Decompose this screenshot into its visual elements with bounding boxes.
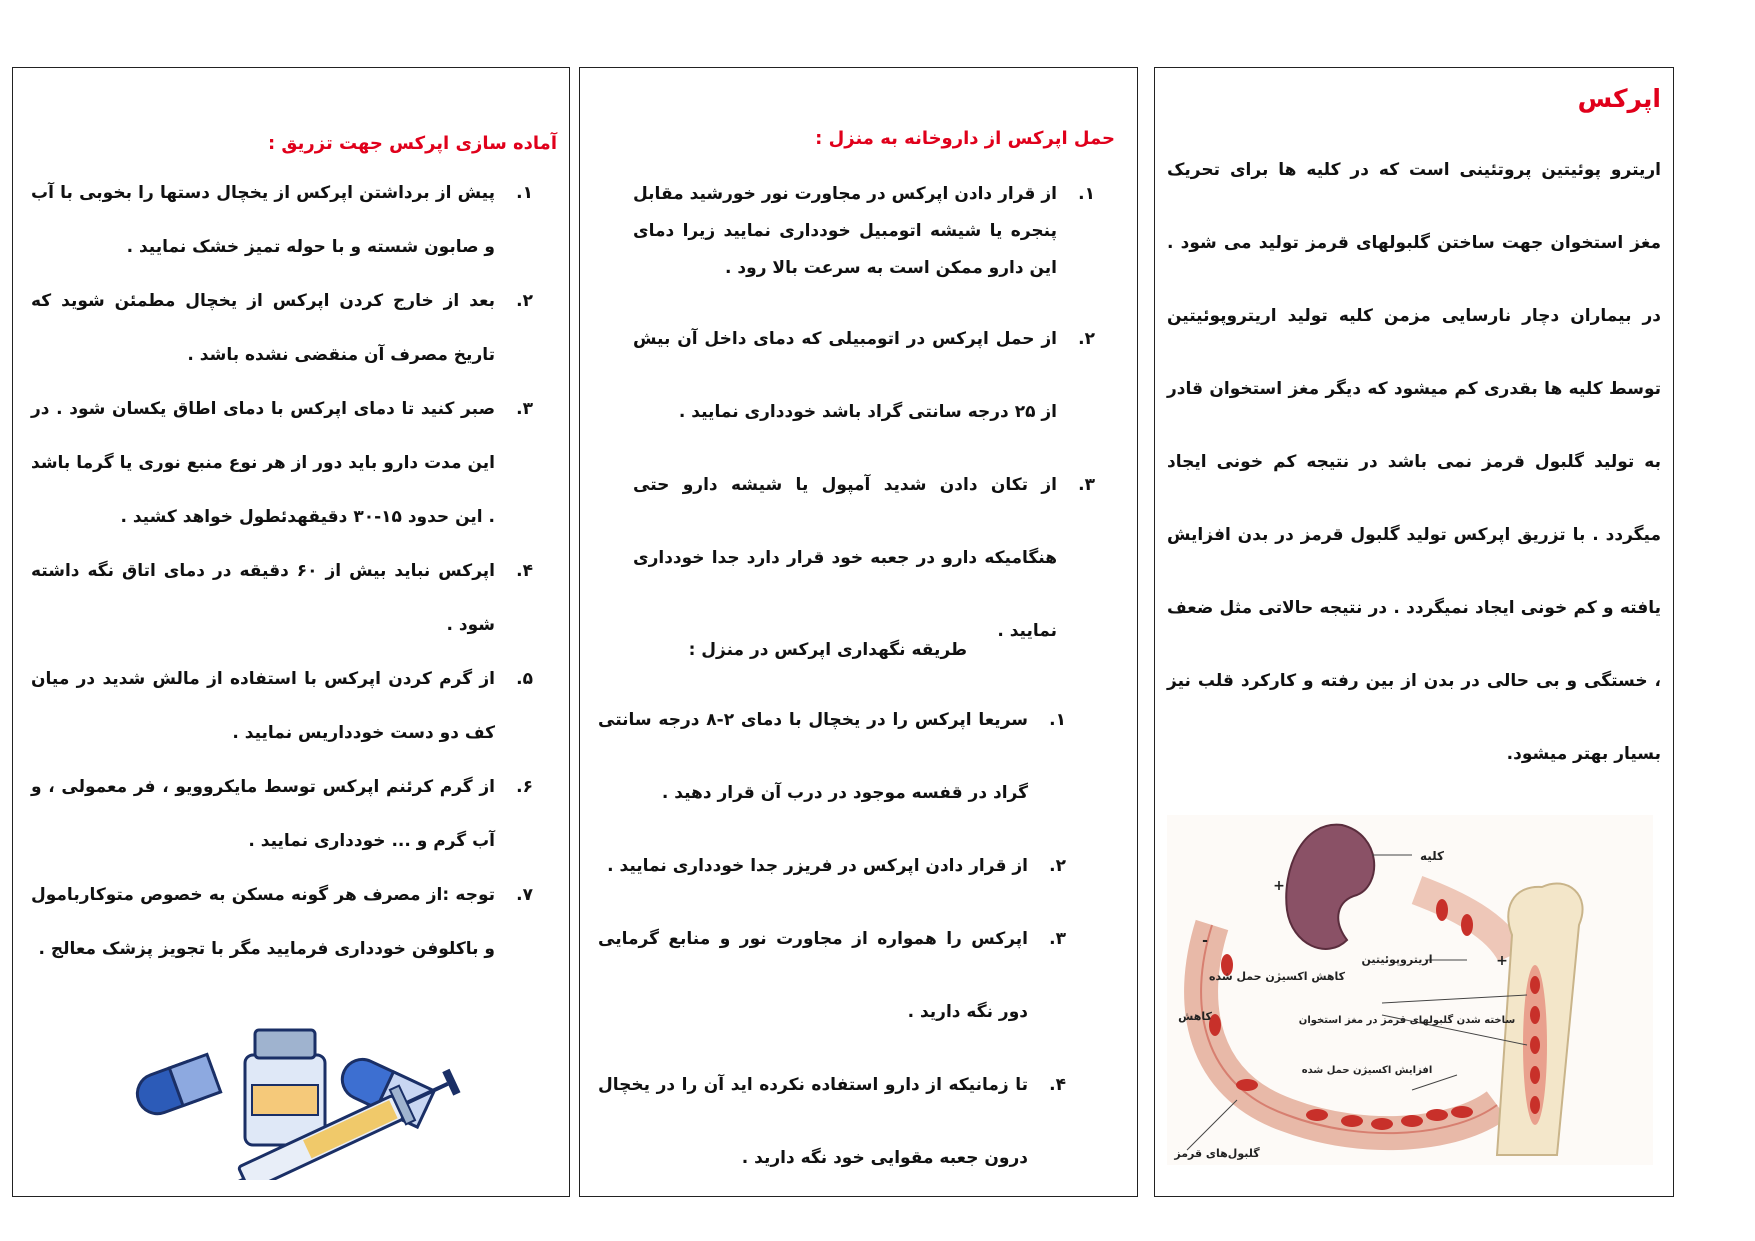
list-number: ۵. bbox=[516, 669, 533, 689]
list-item bbox=[31, 760, 533, 868]
list-item bbox=[598, 830, 1066, 903]
list-text: صبر کنید تا دمای اپرکس با دمای اطاق یکسان شود . در این مدت دارو باید دور از هر نوع منبع نوری یا گرما باشد . این حدود ۱۵-۳۰ دقیقهدئطول خواهد کشید . bbox=[31, 399, 495, 527]
list-item bbox=[31, 544, 533, 652]
medicine-syringe-illustration bbox=[125, 1010, 485, 1180]
list-number: ۴. bbox=[1049, 1075, 1066, 1095]
list-text: بعد از خارج کردن اپرکس از یخچال مطمئن شوید که تاریخ مصرف آن منقضی نشده باشد . bbox=[31, 291, 495, 365]
list-item bbox=[31, 652, 533, 760]
list-number: ۷. bbox=[516, 885, 533, 905]
left-panel bbox=[12, 67, 570, 1197]
label-plus-1: + bbox=[1273, 878, 1285, 894]
list-item bbox=[633, 303, 1095, 449]
list-number: ۳. bbox=[1049, 929, 1066, 949]
list-text: پیش از برداشتن اپرکس از یخچال دستها را بخوبی با آب و صابون شسته و با حوله تمیز خشک نمایید . bbox=[31, 183, 495, 257]
label-increase-oxygen: افزایش اکسیژن حمل شده bbox=[1301, 1065, 1433, 1076]
list-item bbox=[31, 868, 533, 976]
right-panel bbox=[1154, 67, 1674, 1197]
list-item bbox=[598, 1049, 1066, 1195]
list-number: ۲. bbox=[1049, 856, 1066, 876]
list-text: تا زمانیکه از دارو استفاده نکرده اید آن را در یخچال درون جعبه مقوایی خود نگه دارید . bbox=[598, 1075, 1028, 1168]
right-panel-title: اپرکس bbox=[1577, 84, 1661, 113]
transport-list bbox=[633, 176, 1095, 668]
list-item bbox=[31, 382, 533, 544]
list-number: ۶. bbox=[516, 777, 533, 797]
middle-panel-title: حمل اپرکس از داروخانه به منزل : bbox=[815, 128, 1115, 149]
preparation-list bbox=[31, 166, 533, 976]
list-number: ۳. bbox=[1078, 475, 1095, 495]
list-number: ۲. bbox=[1078, 329, 1095, 349]
list-item bbox=[598, 684, 1066, 830]
label-low-oxygen: کاهش اکسیژن حمل شده bbox=[1208, 970, 1346, 983]
list-text: توجه :از مصرف هر گونه مسکن به خصوص متوکاربامول و باکلوفن خودداری فرمایید مگر با تجویز پزشک معالج . bbox=[31, 885, 495, 959]
list-text: از تکان دادن شدید آمپول یا شیشه دارو حتی هنگامیکه دارو در جعبه خود قرار دارد جدا خودداری نمایید . bbox=[633, 475, 1057, 641]
label-rbc-production: ساخته شدن گلبولهای قرمز در مغز استخوان bbox=[1298, 1015, 1516, 1026]
storage-list bbox=[598, 684, 1066, 1195]
list-item bbox=[31, 274, 533, 382]
list-number: ۱. bbox=[1049, 710, 1066, 730]
list-number: ۴. bbox=[516, 561, 533, 581]
left-panel-title: آماده سازی اپرکس جهت تزریق : bbox=[267, 133, 557, 154]
list-text: از قرار دادن اپرکس در مجاورت نور خورشید مقابل پنجره یا شیشه اتومبیل خودداری نمایید زیرا دمای این دارو ممکن است به سرعت بالا رود . bbox=[633, 184, 1057, 278]
list-text: سریعا اپرکس را در یخچال با دمای ۲-۸ درجه سانتی گراد در قفسه موجود در درب آن قرار دهید . bbox=[598, 710, 1028, 803]
list-text: از قرار دادن اپرکس در فریزر جدا خودداری نمایید . bbox=[607, 856, 1028, 876]
label-erythropoietin: اریتروپوئیتین bbox=[1361, 953, 1433, 966]
label-kidney: کلیه bbox=[1419, 849, 1445, 863]
list-number: ۳. bbox=[516, 399, 533, 419]
list-text: از حمل اپرکس در اتومبیلی که دمای داخل آن بیش از ۲۵ درجه سانتی گراد باشد خودداری نمایید . bbox=[633, 329, 1057, 422]
list-text: اپرکس نباید بیش از ۶۰ دقیقه در دمای اتاق نگه داشته شود . bbox=[31, 561, 495, 635]
middle-panel bbox=[579, 67, 1138, 1197]
intro-paragraph: اریترو پوئیتین پروتئینی است که در کلیه ها برای تحریک مغز استخوان جهت ساختن گلبولهای قرمز تولید می شود . در بیماران دچار نارسایی مزمن کلیه تولید اریتروپوئیتین توسط کلیه ها بقدری کم میشود که دیگر مغز استخوان قادر به تولید گلبول قرمز نمی باشد در نتیجه کم خونی ایجاد میگردد . با تزریق اپرکس تولید گلبول قرمز در بدن افزایش یافته و کم خونی ایجاد نمیگردد . در نتیجه حالاتی مثل ضعف ، خستگی و بی حالی در بدن از بین رفته و کارکرد قلب نیز بسیار بهتر میشود. bbox=[1167, 160, 1661, 764]
list-item bbox=[598, 903, 1066, 1049]
list-number: ۱. bbox=[1078, 184, 1095, 204]
list-number: ۲. bbox=[516, 291, 533, 311]
list-item bbox=[633, 449, 1095, 668]
list-item bbox=[31, 166, 533, 274]
erythropoiesis-diagram bbox=[1167, 815, 1653, 1165]
list-text: از گرم کرئنم اپرکس توسط مایکروویو ، فر معمولی ، و آب گرم و ... خودداری نمایید . bbox=[31, 777, 495, 851]
label-decrease: کاهش bbox=[1178, 1010, 1212, 1023]
label-plus-2: + bbox=[1496, 953, 1508, 969]
list-text: اپرکس را همواره از مجاورت نور و منابع گرمایی دور نگه دارید . bbox=[598, 929, 1028, 1022]
storage-title: طریقه نگهداری اپرکس در منزل : bbox=[688, 640, 967, 660]
label-red-cells: گلبول‌های قرمز bbox=[1174, 1147, 1260, 1160]
list-number: ۱. bbox=[516, 183, 533, 203]
list-item bbox=[633, 176, 1095, 287]
list-text: از گرم کردن اپرکس با استفاده از مالش شدید در میان کف دو دست خودداریس نمایید . bbox=[31, 669, 495, 743]
label-minus: - bbox=[1202, 933, 1208, 949]
